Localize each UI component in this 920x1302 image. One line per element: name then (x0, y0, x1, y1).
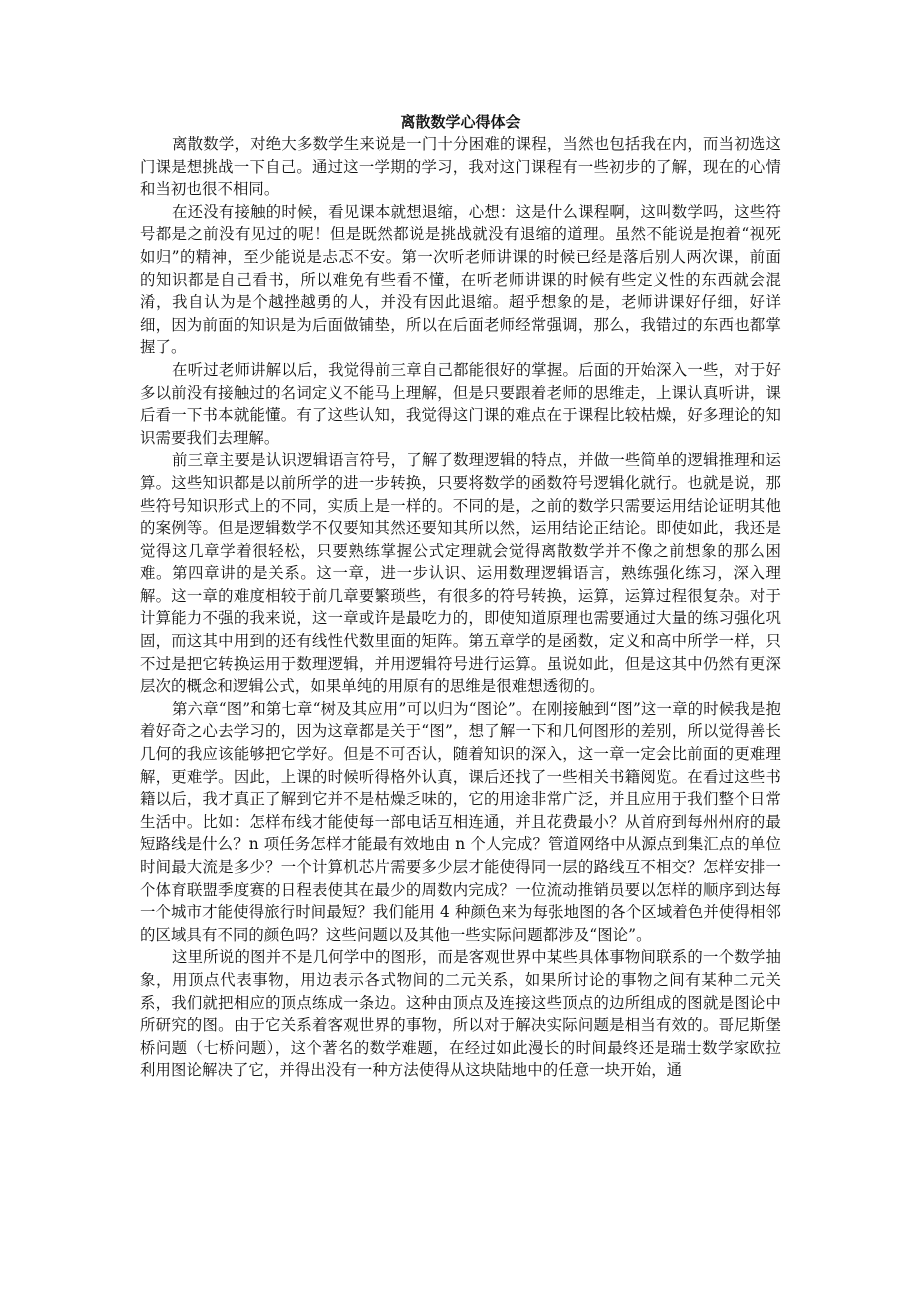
paragraph-graph-definition: 这里所说的图并不是几何学中的图形，而是客观世界中某些具体事物间联系的一个数学抽象，用顶点代表事物，用边表示各式物间的二元关系，如果所讨论的事物之间有某种二元关系，我们就把相应的顶点练成一条边。这种由顶点及连接这些顶点的边所组成的图就是图论中所研究的图。由于它关系着客观世界的事物，所以对于解决实际问题是相当有效的。哥尼斯堡桥问题（七桥问题），这个著名的数学难题，在经过如此漫长的时间最终还是瑞士数学家欧拉利用图论解决了它，并得出没有一种方法使得从这块陆地中的任意一块开始，通 (140, 948, 781, 1080)
paragraph-graph-theory: 第六章“图”和第七章“树及其应用”可以归为“图论”。在刚接触到“图”这一章的时候我是抱着好奇之心去学习的，因为这章都是关于“图”，想了解一下和几何图形的差别，所以觉得善长几何的我应该能够把它学好。但是不可否认，随着知识的深入，这一章一定会比前面的更难理解，更难学。因此，上课的时候听得格外认真，课后还找了一些相关书籍阅览。在看过这些书籍以后，我才真正了解到它并不是枯燥乏味的，它的用途非常广泛，并且应用于我们整个日常生活中。比如：怎样布线才能使每一部电话互相连通，并且花费最小？从首府到每州州府的最短路线是什么？n 项任务怎样才能最有效地由 n 个人完成？管道网络中从源点到集汇点的单位时间最大流是多少？一个计算机芯片需要多少层才能使得同一层的路线互不相交？怎样安排一个体育联盟季度赛的日程表使其在最少的周数内完成？一位流动推销员要以怎样的顺序到达每一个城市才能使得旅行时间最短？我们能用 4 种颜色来为每张地图的各个区域着色并使得相邻的区域具有不同的颜色吗？这些问题以及其他一些实际问题都涉及“图论”。 (140, 699, 781, 944)
paragraph-after-lectures: 在听过老师讲解以后，我觉得前三章自己都能很好的掌握。后面的开始深入一些，对于好多以前没有接触过的名词定义不能马上理解，但是只要跟着老师的思维走，上课认真听讲，课后看一下书本就能懂。有了这些认知，我觉得这门课的难点在于课程比较枯燥，好多理论的知识需要我们去理解。 (140, 360, 781, 447)
paragraph-first-impression: 在还没有接触的时候，看见课本就想退缩，心想：这是什么课程啊，这叫数学吗，这些符号都是之前没有见过的呢！但是既然都说是挑战就没有退缩的道理。虽然不能说是抱着“视死如归”的精神，至少能说是忐忑不安。第一次听老师讲课的时候已经是落后别人两次课，前面的知识都是自己看书，所以难免有些看不懂，在听老师讲课的时候有些定义性的东西就会混淆，我自认为是个越挫越勇的人，并没有因此退缩。超乎想象的是，老师讲课好仔细，好详细，因为前面的知识是为后面做铺垫，所以在后面老师经常强调，那么，我错过的东西也都掌握了。 (140, 202, 781, 357)
paragraph-chapters-one-to-five: 前三章主要是认识逻辑语言符号，了解了数理逻辑的特点，并做一些简单的逻辑推理和运算。这些知识都是以前所学的进一步转换，只要将数学的函数符号逻辑化就行。也就是说，那些符号知识形式上的不同，实质上是一样的。不同的是，之前的数学只需要运用结论证明其他的案例等。但是逻辑数学不仅要知其然还要知其所以然，运用结论正结论。即使如此，我还是觉得这几章学着很轻松，只要熟练掌握公式定理就会觉得离散数学并不像之前想象的那么困难。第四章讲的是关系。这一章，进一步认识、运用数理逻辑语言，熟练强化练习，深入理解。这一章的难度相较于前几章要繁琐些，有很多的符号转换，运算，运算过程很复杂。对于计算能力不强的我来说，这一章或许是最吃力的，即使知道原理也需要通过大量的练习强化巩固，而这其中用到的还有线性代数里面的矩阵。第五章学的是函数，定义和高中所学一样，只不过是把它转换运用于数理逻辑，并用逻辑符号进行运算。虽说如此，但是这其中仍然有更深层次的概念和逻辑公式，如果单纯的用原有的思维是很难想透彻的。 (140, 451, 781, 696)
document-page (140, 111, 781, 1082)
paragraph-intro: 离散数学，对绝大多数学生来说是一门十分困难的课程，当然也包括我在内，而当初选这门课是想挑战一下自己。通过这一学期的学习，我对这门课程有一些初步的了解，现在的心情和当初也很不相同。 (140, 135, 781, 199)
document-title: 离散数学心得体会 (400, 113, 521, 131)
